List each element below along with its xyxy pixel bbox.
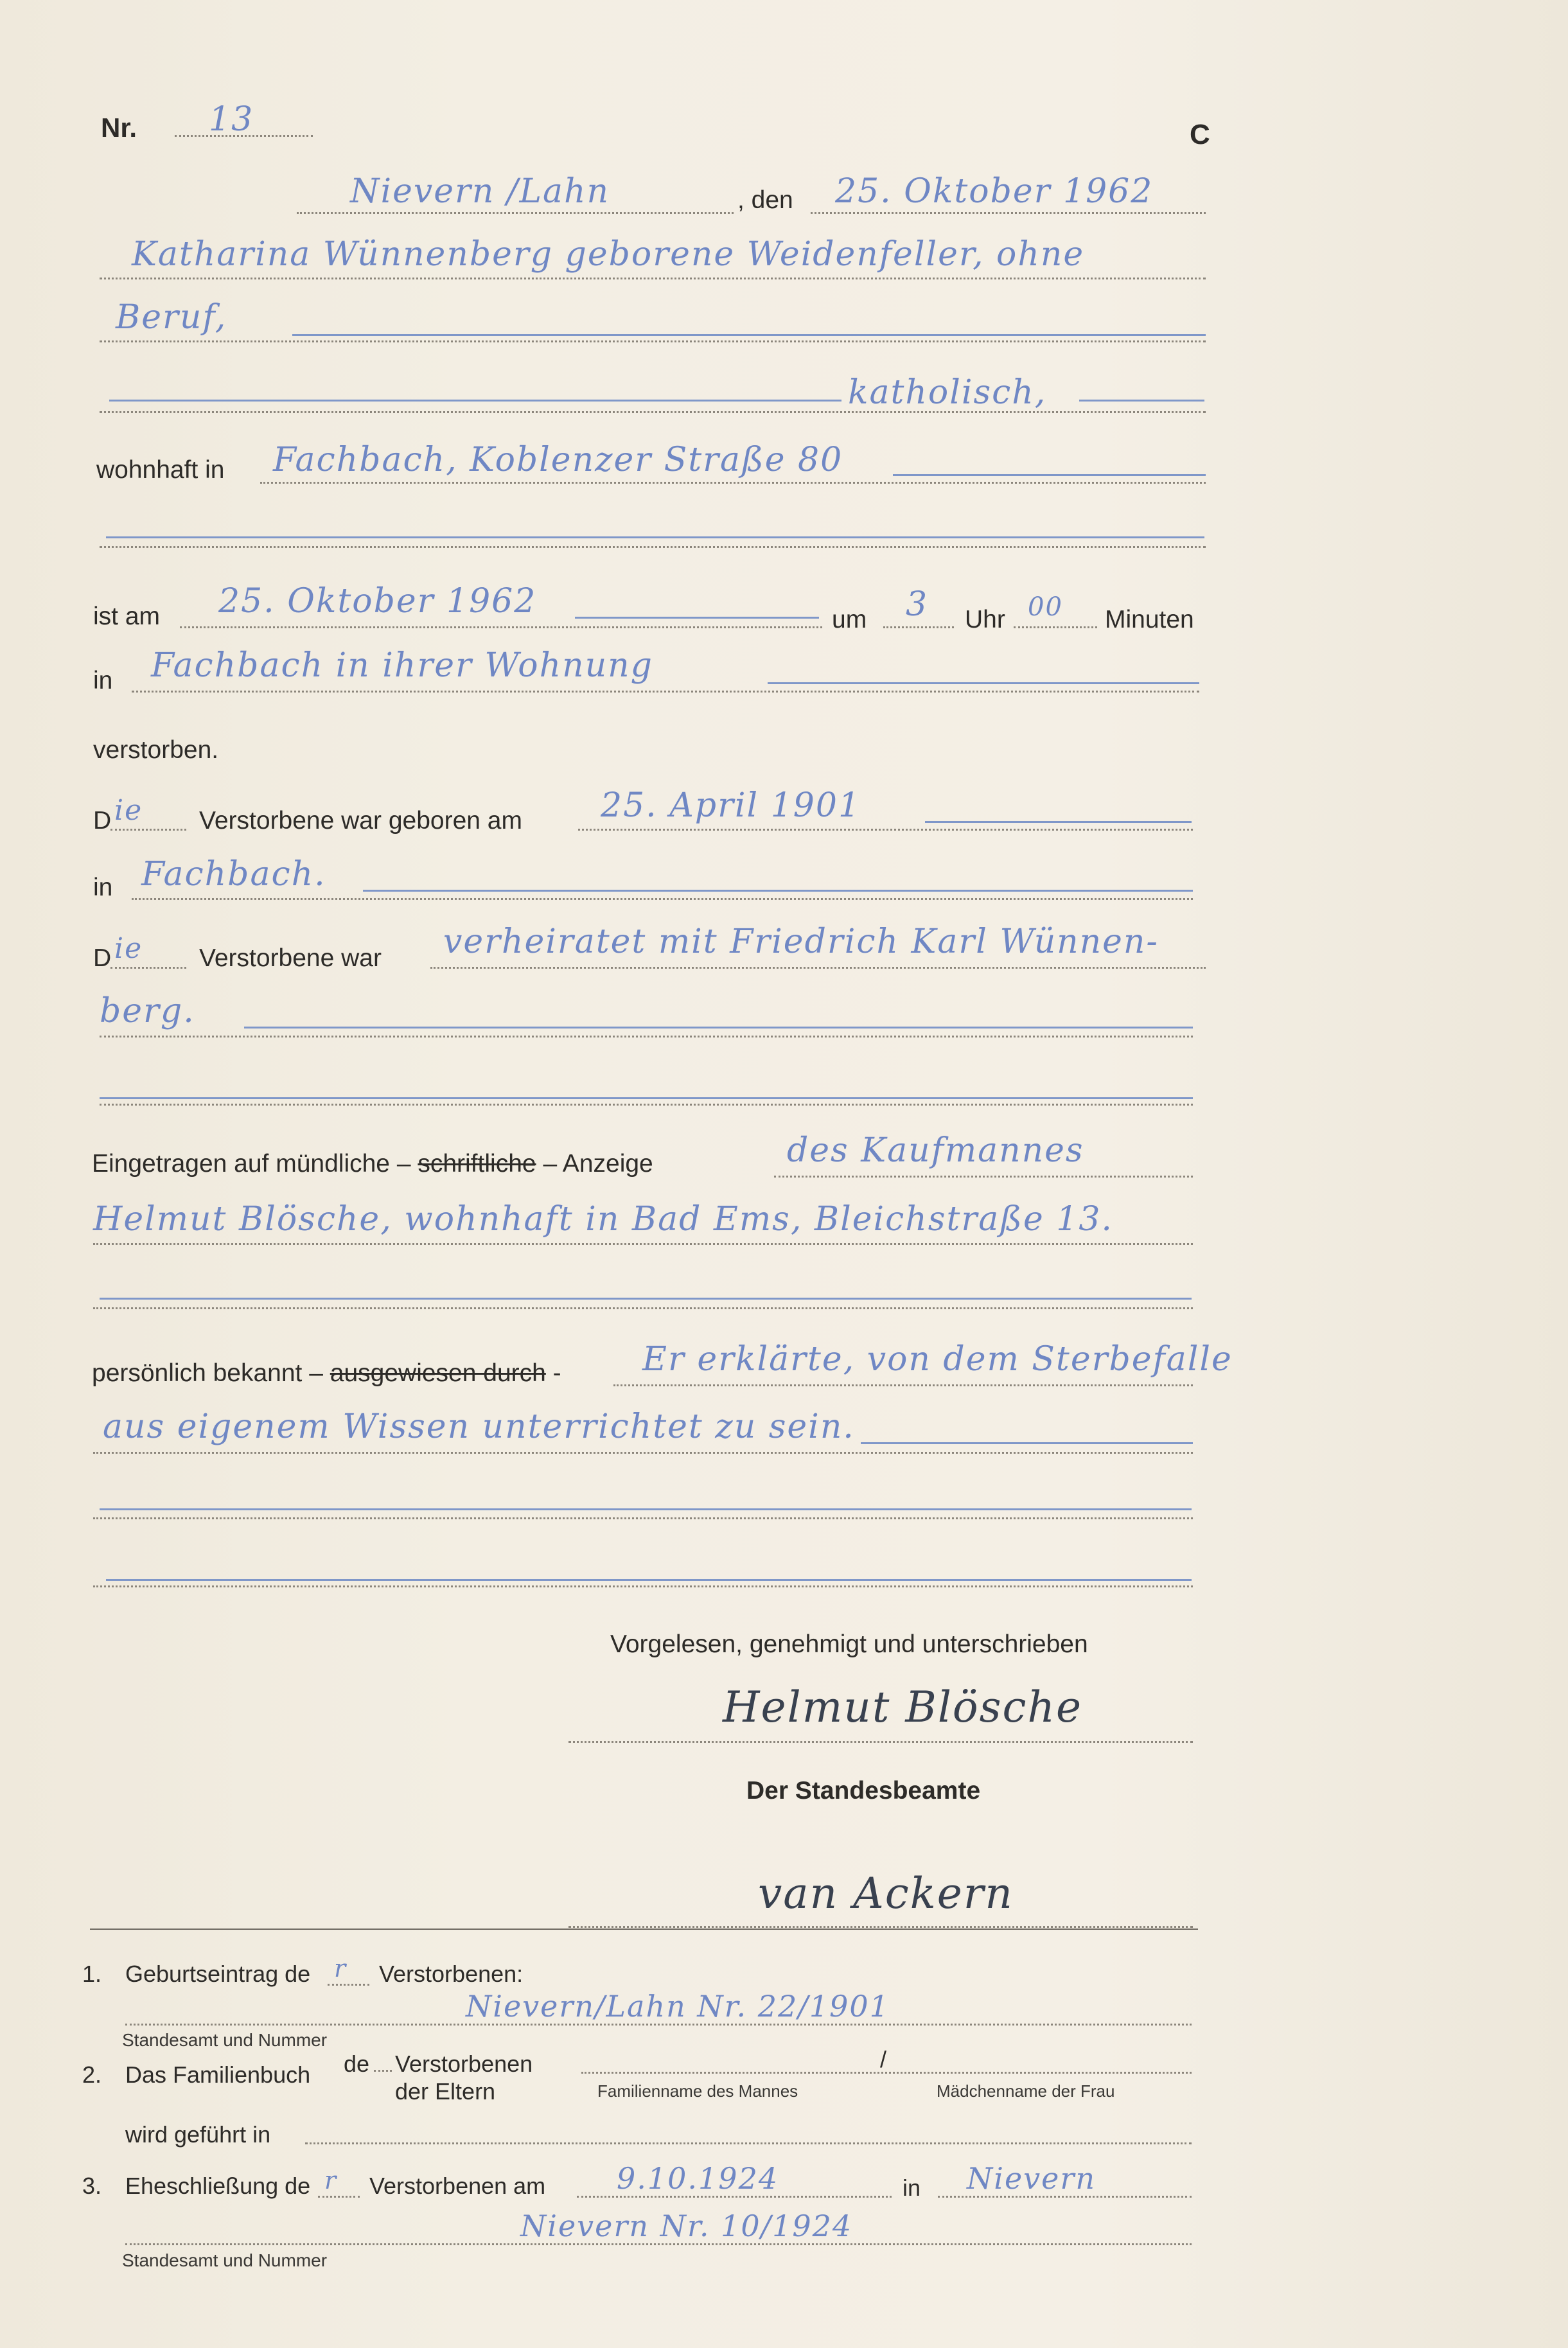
identity-value-2: aus eigenem Wissen unterrichtet zu sein. [103,1408,855,1446]
person-line-2 [100,340,1206,342]
hour-line [883,626,954,628]
date-line [811,212,1206,214]
place-value: Nievern /Lahn [350,172,610,211]
date-value: 25. Oktober 1962 [835,172,1154,211]
corner-letter: C [1190,119,1210,150]
footer-item3-date: 9.10.1924 [617,2161,779,2196]
marital-label: Verstorbene war [199,944,382,972]
identity-line-2 [93,1452,1193,1454]
birth-date-line [578,829,1193,831]
birth-in-label: in [93,874,113,901]
footer-item2-caption-wife: Mädchenname der Frau [937,2081,1115,2101]
verstorben-label: verstorben. [93,736,219,764]
identity-label [92,1361,561,1386]
marital-fill-2 [244,1027,1193,1028]
marital-line-1 [430,967,1206,969]
identity-fill-2 [861,1442,1193,1444]
marital-d-suffix: ie [114,932,143,965]
minutes-value: 00 [1028,592,1063,622]
footer-item3-suffix: r [324,2166,338,2194]
footer-item1-suffix: r [334,1954,348,1982]
footer-item3-place-line [938,2196,1192,2198]
identity-line-3 [93,1517,1193,1519]
footer-item2-opt1: Verstorbenen [395,2051,533,2077]
birth-d-suffix: ie [114,794,143,827]
person-fill-3 [109,400,841,402]
identity-label-struck: ausgewiesen durch [330,1359,546,1387]
nr-label: Nr. [101,112,137,143]
marital-d-prefix: D [93,944,112,972]
footer-item1-suffix-line [328,1984,369,1986]
footer-item1-value: Nievern/Lahn Nr. 22/1901 [466,1989,890,2024]
registration-label-struck: schriftliche [418,1150,536,1178]
birth-place-line [132,898,1193,900]
footer-item1-num: 1. [82,1961,102,1987]
footer-item1-label-b: Verstorbenen: [379,1961,524,1987]
footer-item2-de-line [374,2070,392,2072]
birth-suffix-line [110,829,186,831]
uhr-label: Uhr [965,606,1005,633]
den-label: , den [737,186,793,214]
person-value-2: Beruf, [116,298,227,337]
religion-value: katholisch, [848,373,1047,412]
registration-value-1: des Kaufmannes [787,1131,1084,1170]
footer-item3-label-a: Eheschließung de [125,2173,311,2199]
marital-value-2: berg. [100,992,195,1030]
identity-line-1 [613,1384,1193,1386]
footer-item2-de: de [344,2051,370,2077]
registration-label-a: Eingetragen auf mündliche – [92,1150,411,1178]
registration-label [92,1151,653,1176]
birth-date-value: 25. April 1901 [601,786,861,825]
um-label: um [832,606,867,633]
marital-suffix-line [110,967,186,969]
identity-value-1: Er erklärte, von dem Sterbefalle [642,1340,1233,1379]
residence-value: Fachbach, Koblenzer Straße 80 [273,441,843,479]
residence-line-2 [100,546,1206,548]
identity-label-a: persönlich bekannt – [92,1359,323,1387]
footer-separator [90,1929,1198,1930]
footer-item2-wird-line [305,2142,1192,2144]
registration-line-1 [774,1176,1193,1178]
religion-fill [1079,400,1204,402]
footer-item2-slash: / [880,2046,887,2072]
read-approved-text: Vorgelesen, genehmigt und unterschrieben [610,1630,1088,1658]
residence-fill-2 [106,536,1204,538]
signature-declarant: Helmut Blösche [723,1682,1083,1732]
footer-item3-in: in [903,2175,921,2201]
nr-value: 13 [209,100,254,139]
footer-item3-place: Nievern [967,2161,1097,2196]
registration-fill-3 [100,1298,1192,1300]
footer-item3-suffix-line [318,2196,360,2198]
minutes-line [1014,626,1097,628]
registration-label-b: – Anzeige [543,1150,653,1178]
footer-item2-opt2: der Eltern [395,2078,496,2105]
death-in-label: in [93,667,113,694]
footer-item3-value: Nievern Nr. 10/1924 [520,2209,853,2243]
signature-line-2 [568,1926,1193,1928]
person-fill-2 [292,334,1206,336]
person-value-1: Katharina Wünnenberg geborene Weidenfeller, ohne [132,235,1085,274]
footer-item2-caption-husband: Familienname des Mannes [597,2081,798,2101]
minuten-label: Minuten [1105,606,1194,633]
registration-line-2 [93,1243,1193,1245]
residence-label: wohnhaft in [96,456,225,484]
identity-label-b: - [552,1359,561,1387]
hour-value: 3 [906,585,929,624]
footer-item1-line [125,2024,1192,2026]
death-place-value: Fachbach in ihrer Wohnung [151,646,653,685]
death-date-value: 25. Oktober 1962 [218,582,537,621]
death-date-line [180,626,822,628]
identity-line-4 [93,1585,1193,1587]
footer-item2-label-a: Das Familienbuch [125,2061,311,2088]
person-line-1 [100,278,1206,279]
signature-registrar: van Ackern [758,1869,1014,1918]
registrar-title: Der Standesbeamte [746,1777,981,1805]
birth-label: Verstorbene war geboren am [199,807,522,834]
residence-line [260,482,1206,484]
footer-item2-wird: wird geführt in [125,2121,271,2148]
ist-am-label: ist am [93,603,161,630]
footer-item1-caption: Standesamt und Nummer [122,2030,328,2050]
marital-value-1: verheiratet mit Friedrich Karl Wünnen- [443,922,1159,961]
footer-item1-label-a: Geburtseintrag de [125,1961,311,1987]
place-line [297,212,734,214]
marital-fill-3 [100,1097,1193,1099]
birth-d-prefix: D [93,807,112,834]
birth-date-fill [925,821,1192,823]
marital-line-3 [100,1104,1193,1106]
footer-item3-date-line [577,2196,892,2198]
marital-line-2 [100,1036,1193,1037]
signature-line-1 [568,1741,1193,1743]
residence-fill [893,474,1206,476]
birth-place-fill [363,890,1193,892]
death-date-fill [575,617,819,619]
identity-fill-4 [106,1579,1192,1581]
birth-place-value: Fachbach. [141,855,326,894]
death-place-line [132,691,1199,693]
footer-item2-line [581,2072,1192,2074]
footer-item3-num: 3. [82,2173,102,2199]
footer-item2-num: 2. [82,2061,102,2088]
identity-fill-3 [100,1508,1192,1510]
footer-item3-caption: Standesamt und Nummer [122,2250,328,2270]
footer-item3-line [125,2243,1192,2245]
registration-value-2: Helmut Blösche, wohnhaft in Bad Ems, Bleichstraße 13. [93,1200,1113,1239]
registration-line-3 [93,1307,1193,1309]
footer-item3-label-b: Verstorbenen am [369,2173,546,2199]
death-place-fill [768,682,1199,684]
